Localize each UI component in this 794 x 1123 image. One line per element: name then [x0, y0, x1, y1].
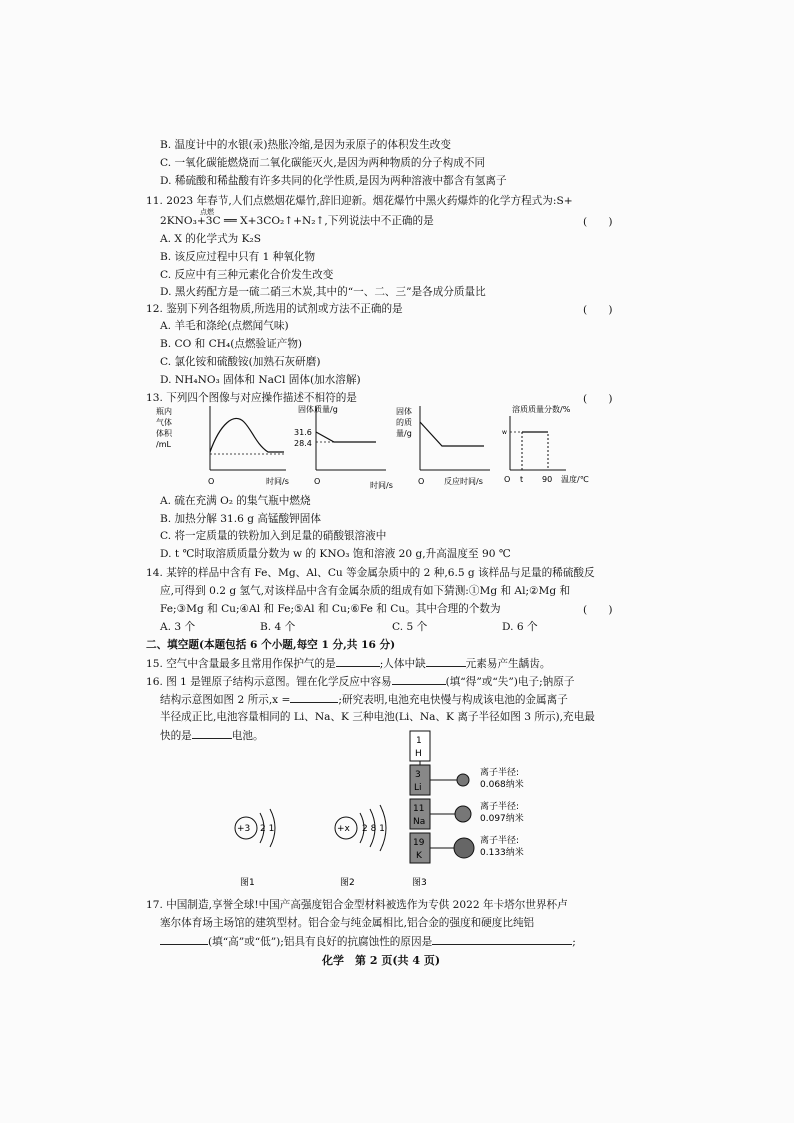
graph3-origin: O	[418, 477, 425, 486]
answer-paren: ( )	[583, 216, 613, 228]
option-line: A. 硫在充满 O₂ 的集气瓶中燃烧	[160, 495, 311, 507]
answer-blank[interactable]	[336, 656, 380, 667]
page-footer: 化学 第 2 页(共 4 页)	[322, 954, 441, 967]
graph4-ylabel: 溶质质量分数/%	[512, 405, 571, 414]
graph1-ylabel-3: 体积	[156, 429, 172, 438]
graph-4	[502, 404, 589, 484]
q15-text-3: 元素易产生龋齿。	[465, 658, 551, 670]
q15-text-1: 15. 空气中含量最多且常用作保护气的是	[146, 658, 336, 670]
option-line: B. CO 和 CH₄(点燃验证产物)	[160, 338, 303, 350]
answer-blank[interactable]	[392, 674, 446, 685]
fig3-na-label: 离子半径:	[480, 802, 520, 812]
question-14-line: Fe;③Mg 和 Cu;④Al 和 Fe;⑤Al 和 Cu;⑥Fe 和 Cu。其中合理的个数为	[160, 603, 501, 615]
answer-blank[interactable]	[432, 934, 572, 945]
q16-text-2: (填“得”或“失”)电子;钠原子	[445, 676, 575, 688]
question-15	[146, 656, 550, 671]
q17-text-1: (填“高”或“低”);铝具有良好的抗腐蚀性的原因是	[208, 936, 433, 948]
graph2-tick-low: 28.4	[294, 439, 312, 448]
question-17: 17. 中国制造,享誉全球!中国产高强度铝合金型材料被选作为专供 2022 年卡塔尔世界杯卢	[146, 899, 568, 911]
question-11-equation: 2KNO₃+3C ══ X+3CO₂↑+N₂↑,下列说法中不正确的是	[160, 215, 434, 227]
option-line: C. 一氧化碳能燃烧而二氧化碳能灭火,是因为两种物质的分子构成不同	[160, 157, 486, 169]
fig3-na-radius: 0.097纳米	[480, 814, 524, 824]
option-line: B. 加热分解 31.6 g 高锰酸钾固体	[160, 513, 321, 525]
q16-text-5: 快的是	[160, 730, 192, 742]
graph-2	[294, 404, 393, 490]
option-b: B. 4 个	[260, 621, 296, 633]
option-line: C. 氯化铵和硫酸铵(加熟石灰研磨)	[160, 356, 321, 368]
answer-paren: ( )	[583, 604, 613, 616]
fig3-k-number: 19	[413, 838, 425, 848]
fig3-li-radius: 0.068纳米	[480, 780, 524, 790]
graph4-origin: O	[504, 475, 511, 484]
graph2-origin: O	[314, 477, 321, 486]
graph1-origin: O	[208, 477, 215, 486]
graph1-ylabel-2: 气体	[156, 418, 172, 427]
fig3-na-symbol: Na	[413, 817, 426, 827]
option-line: B. 温度计中的水银(汞)热胀冷缩,是因为汞原子的体积发生改变	[160, 139, 451, 151]
answer-blank[interactable]	[160, 934, 208, 945]
graph1-ylabel-4: /mL	[156, 440, 171, 449]
answer-blank[interactable]	[290, 692, 338, 703]
q16-text-4: ;研究表明,电池充电快慢与构成该电池的金属离子	[338, 694, 568, 706]
option-line: C. 将一定质量的铁粉加入到足量的硝酸银溶液中	[160, 530, 387, 542]
question-17-line	[160, 934, 576, 949]
graph1-ylabel-1: 瓶内	[156, 407, 172, 416]
graphs-row	[156, 404, 606, 496]
fig1-lithium-atom	[235, 809, 275, 888]
fig3-li-label: 离子半径:	[480, 768, 520, 778]
question-14: 14. 某锌的样品中含有 Fe、Mg、Al、Cu 等金属杂质中的 2 种,6.5 g 该样品与足量的稀硫酸反	[146, 567, 595, 579]
graph2-ylabel: 固体质量/g	[298, 405, 338, 414]
question-16-line	[160, 692, 568, 707]
answer-blank[interactable]	[426, 656, 466, 667]
fig2-nucleus: +x	[337, 824, 350, 834]
option-line: D. t ℃时取溶质质量分数为 w 的 KNO₃ 饱和溶液 20 g,升高温度至 90 ℃	[160, 548, 511, 560]
fig2-caption: 图2	[340, 878, 355, 888]
fig3-k-radius: 0.133纳米	[480, 848, 524, 858]
question-12: 12. 鉴别下列各组物质,所选用的试剂或方法不正确的是	[146, 303, 403, 315]
graph-1	[156, 406, 289, 486]
section-heading: 二、填空题(本题包括 6 个小题,每空 1 分,共 16 分)	[146, 639, 396, 651]
fig3-li-number: 3	[415, 770, 421, 780]
fig1-nucleus: +3	[237, 824, 251, 834]
fig3-h-number: 1	[416, 736, 422, 746]
question-14-line: 应,可得到 0.2 g 氢气,对该样品中含有金属杂质的组成有如下猜测:①Mg 和 Al;②Mg 和	[160, 585, 571, 597]
fig2-shells: 2 8 1	[362, 824, 385, 834]
fig3-k-label: 离子半径:	[480, 836, 520, 846]
fig3-k-symbol: K	[416, 851, 422, 861]
q15-text-2: ;人体中缺	[379, 658, 426, 670]
option-c: C. 5 个	[392, 621, 428, 633]
option-line: A. 羊毛和涤纶(点燃闻气味)	[160, 320, 289, 332]
fig1-caption: 图1	[240, 878, 255, 888]
graph2-xlabel: 时间/s	[370, 481, 393, 490]
question-11: 11. 2023 年春节,人们点燃烟花爆竹,辞旧迎新。烟花爆竹中黑火药爆炸的化学方程式为:S+	[146, 195, 573, 207]
fig3-h-symbol: H	[415, 749, 422, 759]
option-a: A. 3 个	[160, 621, 196, 633]
fig1-shells: 2 1	[260, 824, 275, 834]
option-line: D. NH₄NO₃ 固体和 NaCl 固体(加水溶解)	[160, 374, 361, 386]
fig3-li-symbol: Li	[414, 783, 422, 793]
graph3-ylabel-2: 的质	[396, 418, 412, 427]
q16-text-3: 结构示意图如图 2 所示,x =	[160, 694, 291, 706]
q16-text-1: 16. 图 1 是锂原子结构示意图。锂在化学反应中容易	[146, 676, 392, 688]
graph4-xtick-t: t	[520, 475, 524, 484]
figures-row	[200, 725, 540, 890]
question-13: 13. 下列四个图像与对应操作描述不相符的是	[146, 392, 357, 404]
graph3-ylabel-3: 量/g	[396, 429, 412, 438]
question-16-line: 半径成正比,电池容量相同的 Li、Na、K 三种电池(Li、Na、K 离子半径如图 3 所示),充电最	[160, 711, 595, 723]
fig2-sodium-atom	[335, 805, 386, 888]
graph4-ytick: w	[502, 429, 507, 436]
answer-paren: ( )	[583, 393, 613, 405]
option-line: A. X 的化学式为 K₂S	[160, 233, 262, 245]
q16-text-6: 电池。	[231, 730, 264, 742]
graph2-tick-high: 31.6	[294, 428, 312, 437]
reaction-condition: 点燃	[200, 208, 214, 216]
q17-text-2: ;	[572, 936, 576, 948]
graph4-xlabel: 温度/℃	[561, 475, 589, 484]
option-line: D. 黑火药配方是一硫二硝三木炭,其中的“一、二、三”是各成分质量比	[160, 286, 486, 298]
option-line: C. 反应中有三种元素化合价发生改变	[160, 269, 334, 281]
option-line: D. 稀硫酸和稀盐酸有许多共同的化学性质,是因为两种溶液中都含有氢离子	[160, 175, 507, 187]
option-d: D. 6 个	[502, 621, 538, 633]
fig3-ion-radii	[410, 731, 524, 888]
graph3-ylabel-1: 固体	[396, 407, 412, 416]
fig3-na-number: 11	[413, 804, 425, 814]
question-17-line: 塞尔体育场主场馆的建筑型材。铝合金与纯金属相比,铝合金的强度和硬度比纯铝	[160, 917, 535, 929]
answer-paren: ( )	[583, 304, 613, 316]
graph4-xtick-90: 90	[542, 475, 553, 484]
graph-3	[396, 406, 490, 486]
option-line: B. 该反应过程中只有 1 种氧化物	[160, 251, 316, 263]
question-16	[146, 674, 574, 689]
graph1-xlabel: 时间/s	[266, 477, 289, 486]
fig3-caption: 图3	[412, 878, 427, 888]
graph3-xlabel: 反应时间/s	[444, 477, 483, 486]
